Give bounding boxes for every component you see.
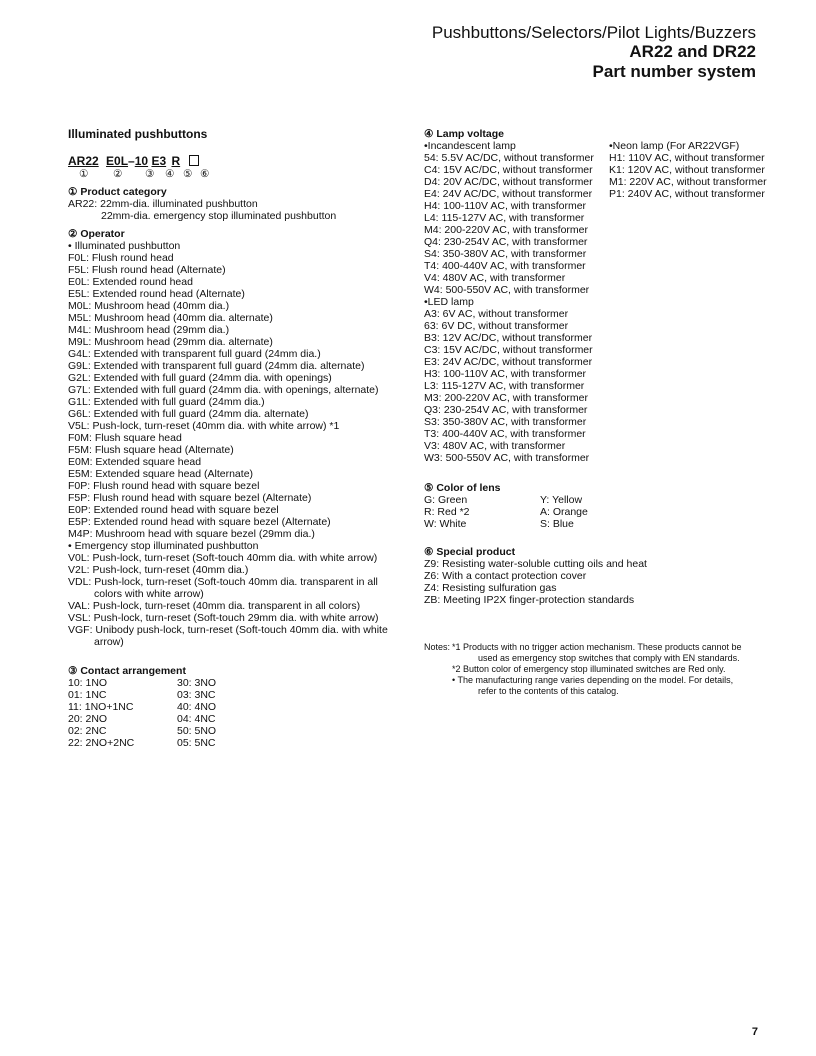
operator-item: G4L: Extended with transparent full guard (24mm dia.)	[68, 348, 321, 360]
contact-item: 05: 5NC	[177, 737, 216, 749]
operator-item: G2L: Extended with full guard (24mm dia. with openings)	[68, 372, 332, 384]
operator-item: F5P: Flush round head with square bezel (Alternate)	[68, 492, 312, 504]
operator-item: M0L: Mushroom head (40mm dia.)	[68, 300, 230, 312]
pn-part-3: 10	[134, 154, 149, 168]
lens-color-item: A: Orange	[540, 506, 588, 518]
lens-color-item: W: White	[424, 518, 467, 530]
operator-item: E5L: Extended round head (Alternate)	[68, 288, 245, 300]
pn-circled-2: ②	[113, 168, 123, 180]
operator-item: F0L: Flush round head	[68, 252, 174, 264]
lamp-voltage-item: C3: 15V AC/DC, without transformer	[424, 344, 593, 356]
lamp-voltage-item: 63: 6V DC, without transformer	[424, 320, 569, 332]
lamp-voltage-item: •Neon lamp (For AR22VGF)	[609, 140, 740, 152]
operator-item: V5L: Push-lock, turn-reset (40mm dia. with white arrow) *1	[68, 420, 340, 432]
lamp-voltage-item: H3: 100-110V AC, with transformer	[424, 368, 587, 380]
pn-blank-box	[189, 155, 199, 166]
page-title: Part number system	[592, 62, 756, 81]
lamp-voltage-item: A3: 6V AC, without transformer	[424, 308, 569, 320]
lamp-voltage-item: M1: 220V AC, without transformer	[609, 176, 767, 188]
special-product-item: Z6: With a contact protection cover	[424, 570, 587, 582]
lamp-voltage-item: B3: 12V AC/DC, without transformer	[424, 332, 593, 344]
lamp-voltage-item: E4: 24V AC/DC, without transformer	[424, 188, 593, 200]
operator-item: V2L: Push-lock, turn-reset (40mm dia.)	[68, 564, 249, 576]
lamp-voltage-item: P1: 240V AC, without transformer	[609, 188, 765, 200]
operator-item: arrow)	[94, 636, 124, 648]
note-item: refer to the contents of this catalog.	[478, 686, 619, 696]
product-category-line: AR22: 22mm-dia. illuminated pushbutton	[68, 198, 258, 210]
lamp-voltage-item: M3: 200-220V AC, with transformer	[424, 392, 588, 404]
lamp-voltage-item: V4: 480V AC, with transformer	[424, 272, 566, 284]
lamp-voltage-left-list	[424, 140, 594, 464]
operator-item: M5L: Mushroom head (40mm dia. alternate)	[68, 312, 273, 324]
operator-item: F5L: Flush round head (Alternate)	[68, 264, 226, 276]
contact-item: 01: 1NC	[68, 689, 107, 701]
lens-heading: ⑤ Color of lens	[424, 482, 501, 494]
lamp-voltage-item: E3: 24V AC/DC, without transformer	[424, 356, 593, 368]
special-heading: ⑥ Special product	[424, 546, 516, 558]
lamp-voltage-heading: ④ Lamp voltage	[424, 128, 505, 140]
lens-color-item: S: Blue	[540, 518, 574, 530]
note-item: *2 Button color of emergency stop illuminated switches are Red only.	[452, 664, 726, 674]
operator-item: G7L: Extended with full guard (24mm dia. with openings, alternate)	[68, 384, 379, 396]
lamp-voltage-item: 54: 5.5V AC/DC, without transformer	[424, 152, 594, 164]
main-title: Illuminated pushbuttons	[68, 127, 208, 141]
notes-label: Notes:	[424, 642, 451, 652]
pn-part-1: AR22	[68, 154, 99, 168]
lamp-voltage-item: C4: 15V AC/DC, without transformer	[424, 164, 593, 176]
lamp-voltage-item: M4: 200-220V AC, with transformer	[424, 224, 588, 236]
pn-circled-3: ③	[145, 168, 155, 180]
product-category-line: 22mm-dia. emergency stop illuminated pushbutton	[101, 210, 337, 222]
contact-item: 10: 1NO	[68, 677, 108, 689]
lens-color-item: G: Green	[424, 494, 468, 506]
lamp-voltage-item: L4: 115-127V AC, with transformer	[424, 212, 585, 224]
operator-item: M4L: Mushroom head (29mm dia.)	[68, 324, 230, 336]
contact-item: 03: 3NC	[177, 689, 216, 701]
operator-item: colors with white arrow)	[94, 588, 204, 600]
lamp-voltage-item: S4: 350-380V AC, with transformer	[424, 248, 587, 260]
lamp-voltage-item: •LED lamp	[424, 296, 474, 308]
product-category-heading: ① Product category	[68, 186, 167, 198]
lamp-voltage-item: T4: 400-440V AC, with transformer	[424, 260, 586, 272]
lens-color-item: Y: Yellow	[540, 494, 583, 506]
lamp-voltage-item: D4: 20V AC/DC, without transformer	[424, 176, 593, 188]
pn-circled-5: ⑤	[183, 168, 193, 180]
contact-item: 40: 4NO	[177, 701, 217, 713]
lamp-voltage-item: H4: 100-110V AC, with transformer	[424, 200, 587, 212]
contact-item: 22: 2NO+2NC	[68, 737, 135, 749]
header-category: Pushbuttons/Selectors/Pilot Lights/Buzzers	[431, 23, 756, 42]
contact-item: 50: 5NO	[177, 725, 217, 737]
note-item: • The manufacturing range varies depending on the model. For details,	[452, 675, 734, 685]
operator-item: VGF: Unibody push-lock, turn-reset (Soft-touch 40mm dia. with white	[68, 624, 388, 636]
operator-item: E5P: Extended round head with square bezel (Alternate)	[68, 516, 331, 528]
operator-item: E0M: Extended square head	[68, 456, 202, 468]
lens-color-item: R: Red *2	[424, 506, 470, 518]
operator-item: M9L: Mushroom head (29mm dia. alternate)	[68, 336, 273, 348]
part-number-example	[68, 154, 199, 168]
operator-item: V0L: Push-lock, turn-reset (Soft-touch 40mm dia. with white arrow)	[68, 552, 378, 564]
special-product-item: Z4: Resisting sulfuration gas	[424, 582, 557, 594]
lens-left-list	[424, 494, 470, 530]
operator-item: F5M: Flush square head (Alternate)	[68, 444, 234, 456]
lamp-voltage-item: S3: 350-380V AC, with transformer	[424, 416, 587, 428]
lamp-voltage-item: Q4: 230-254V AC, with transformer	[424, 236, 588, 248]
operator-item: VSL: Push-lock, turn-reset (Soft-touch 29mm dia. with white arrow)	[68, 612, 379, 624]
contact-item: 04: 4NC	[177, 713, 216, 725]
special-product-item: Z9: Resisting water-soluble cutting oils and heat	[424, 558, 647, 570]
notes-list	[452, 642, 742, 697]
operator-item: E0P: Extended round head with square bezel	[68, 504, 279, 516]
operator-item: E0L: Extended round head	[68, 276, 193, 288]
header-series: AR22 and DR22	[629, 42, 756, 61]
lamp-voltage-item: V3: 480V AC, with transformer	[424, 440, 566, 452]
contact-item: 30: 3NO	[177, 677, 217, 689]
pn-circled-1: ①	[79, 168, 89, 180]
operator-heading: ② Operator	[68, 228, 125, 240]
lamp-voltage-item: Q3: 230-254V AC, with transformer	[424, 404, 588, 416]
lamp-voltage-item: W3: 500-550V AC, with transformer	[424, 452, 590, 464]
operator-item: G9L: Extended with transparent full guard (24mm dia. alternate)	[68, 360, 365, 372]
operator-item: E5M: Extended square head (Alternate)	[68, 468, 254, 480]
operator-item: F0M: Flush square head	[68, 432, 182, 444]
lamp-voltage-item: T3: 400-440V AC, with transformer	[424, 428, 586, 440]
pn-dash: –	[128, 154, 135, 168]
contact-left-list	[68, 677, 134, 749]
lamp-voltage-item: H1: 110V AC, without transformer	[609, 152, 765, 164]
pn-circled-4: ④	[165, 168, 175, 180]
lamp-voltage-item: L3: 115-127V AC, with transformer	[424, 380, 585, 392]
pn-circled-6: ⑥	[200, 168, 210, 180]
operator-item: F0P: Flush round head with square bezel	[68, 480, 260, 492]
contact-item: 20: 2NO	[68, 713, 108, 725]
lamp-voltage-item: K1: 120V AC, without transformer	[609, 164, 765, 176]
note-item: used as emergency stop switches that comply with EN standards.	[478, 653, 740, 663]
pn-part-5: R	[171, 154, 181, 168]
note-item: *1 Products with no trigger action mechanism. These products cannot be	[452, 642, 742, 652]
lamp-voltage-item: W4: 500-550V AC, with transformer	[424, 284, 590, 296]
operator-item: • Illuminated pushbutton	[68, 240, 181, 252]
operator-item: G1L: Extended with full guard (24mm dia.)	[68, 396, 265, 408]
operator-item: M4P: Mushroom head with square bezel (29mm dia.)	[68, 528, 315, 540]
operator-item: VDL: Push-lock, turn-reset (Soft-touch 40mm dia. transparent in all	[68, 576, 378, 588]
lamp-voltage-item: •Incandescent lamp	[424, 140, 516, 152]
page-number: 7	[751, 1026, 758, 1038]
contact-item: 11: 1NO+1NC	[68, 701, 134, 713]
pn-part-2: E0L	[106, 154, 129, 168]
operator-item: • Emergency stop illuminated pushbutton	[68, 540, 259, 552]
contact-heading: ③ Contact arrangement	[68, 665, 186, 677]
operator-list	[68, 240, 388, 648]
lamp-voltage-right-list	[609, 140, 767, 200]
lens-right-list	[540, 494, 588, 530]
pn-part-4: E3	[151, 154, 167, 168]
special-list	[424, 558, 647, 606]
contact-item: 02: 2NC	[68, 725, 107, 737]
operator-item: G6L: Extended with full guard (24mm dia. alternate)	[68, 408, 309, 420]
contact-right-list	[177, 677, 216, 749]
special-product-item: ZB: Meeting IP2X finger-protection standards	[424, 594, 635, 606]
operator-item: VAL: Push-lock, turn-reset (40mm dia. transparent in all colors)	[68, 600, 361, 612]
